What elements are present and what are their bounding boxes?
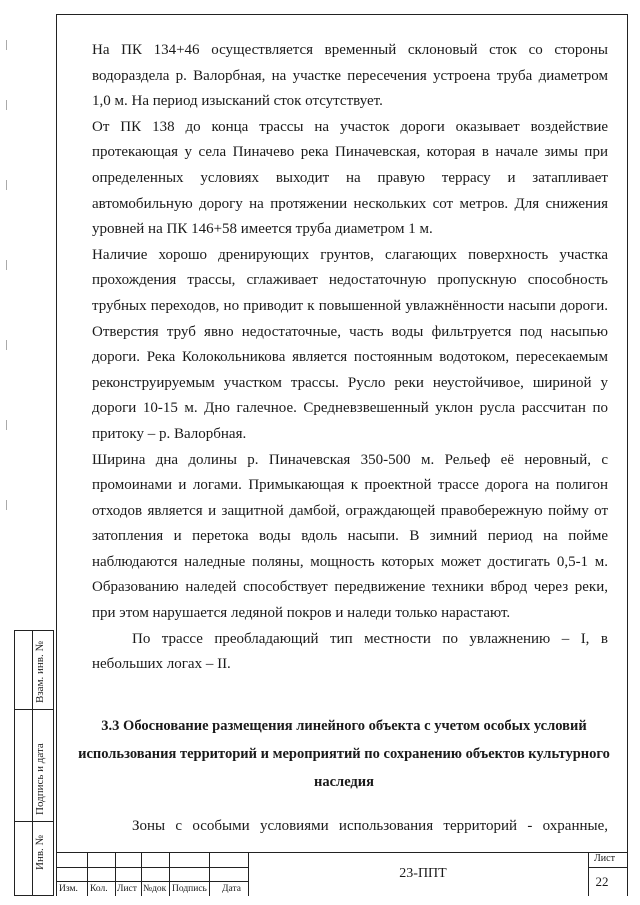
header-ndok: №док [143, 884, 167, 894]
header-data: Дата [222, 884, 241, 894]
paragraph-4: Ширина дна долины р. Пиначевская 350-500 м. Рельеф её неровный, с промоинами и логами. Примыкающая к проектной трассе дорога на полигон отходов является и защитной дамбой, ограждающей правобережную пойму от затопления и перетока воды вдоль насыпи. В зимний период на пойме наблюдаются наледные поляны, мощность которых может достигать 0,5-1 м. Образованию наледей способствует передвижение техники вброд через реки, при этом нарушается ледяной покров и наледи только нарастают. [92, 451, 608, 622]
label-inv: Инв. № [34, 834, 46, 870]
header-podpis: Подпись [172, 884, 207, 894]
header-izm: Изм. [59, 884, 78, 894]
header-kol: Кол. [90, 884, 108, 894]
paragraph-continued: Зоны с особыми условиями использования территорий - охранные, [132, 818, 608, 834]
sheet-number: 22 [595, 874, 609, 889]
paragraph-3: Наличие хорошо дренирующих грунтов, слагающих поверхность участка прохождения трассы, сглаживает недостаточную пропускную способность трубных переходов, но приводит к повышенной увлажнённости насыпи дороги. Отверстия труб явно недостаточные, часть воды фильтруется под насыпью дороги. Река Колокольникова является постоянным водотоком, пересекаемым реконструируемым участком трассы. Русло реки неустойчивое, шириной у дороги 10-15 м. Дно галечное. Средневзвешенный уклон русла рассчитан по притоку – р. Валорбная. [92, 246, 608, 442]
label-vzam-inv: Взам. инв. № [34, 641, 46, 703]
margin-mark [6, 180, 10, 190]
margin-mark [6, 420, 10, 430]
label-podpis-data: Подпись и дата [34, 743, 46, 815]
paragraph-2: От ПК 138 до конца трассы на участок дороги оказывает воздействие протекающая у села Пиначево река Пиначевская, которая в начале зимы при определенных условиях выходит на правую террасу и затапливает автомобильную дорогу на протяжении нескольких сот метров. Для снижения уровней на ПК 146+58 имеется труба диаметром 1 м. [92, 118, 608, 238]
paragraph-5: По трассе преобладающий тип местности по увлажнению – I, в небольших логах – II. [92, 630, 608, 673]
sheet-label: Лист [594, 853, 615, 864]
document-code: 23-ППТ [399, 866, 447, 881]
section-title: 3.3 Обоснование размещения линейного объекта с учетом особых условий использования территорий и мероприятий по сохранению объектов культурного наследия [78, 718, 610, 790]
margin-mark [6, 260, 10, 270]
title-block [56, 852, 628, 896]
margin-mark [6, 40, 10, 50]
header-list: Лист [117, 884, 137, 894]
margin-mark [6, 100, 10, 110]
paragraph-1: На ПК 134+46 осуществляется временный склоновый сток со стороны водораздела р. Валорбная, на участке пересечения устроена труба диаметром 1,0 м. На период изысканий сток отсутствует. [92, 42, 608, 110]
margin-mark [6, 500, 10, 510]
body-text [92, 38, 608, 678]
margin-mark [6, 340, 10, 350]
